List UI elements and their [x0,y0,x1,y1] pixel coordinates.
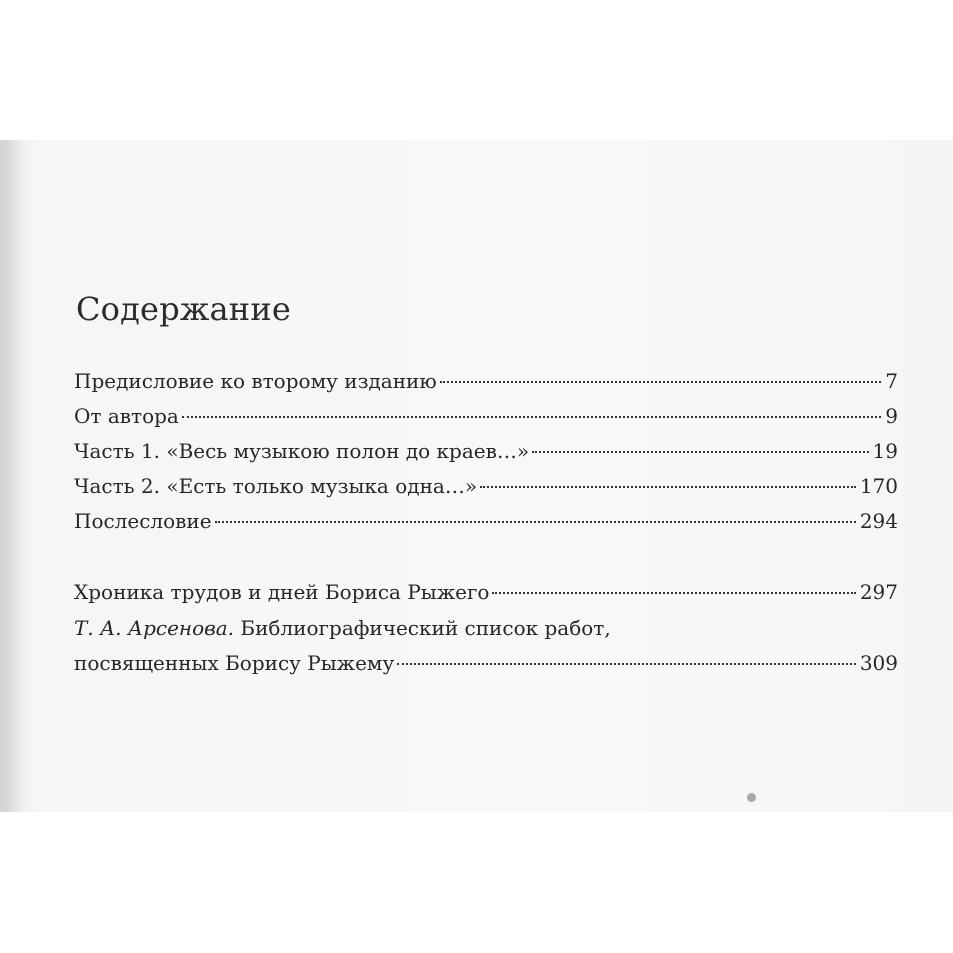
toc-entry-page: 309 [859,651,898,675]
dot-leader [480,486,856,488]
toc-heading: Содержание [76,290,291,328]
toc-entry [74,434,898,469]
toc-entry-page: 9 [885,404,898,428]
bibliography-author: Т. А. Арсенова. [74,616,235,640]
toc-entry-page: 170 [859,474,898,498]
toc-entry [74,469,898,504]
dot-leader [532,451,868,453]
page-gutter-shadow [0,140,22,812]
dot-leader [492,592,855,594]
bibliography-title-line2: посвященных Борису Рыжему [74,651,395,675]
toc-entry-page: 7 [885,369,898,393]
section-gap [74,539,898,575]
toc-entry-page: 19 [872,439,898,463]
dot-leader [397,663,856,665]
book-page [0,140,953,812]
toc-entry-page: 297 [859,580,898,604]
dot-leader [215,521,856,523]
toc-entry-title: Часть 1. «Весь музыкою полон до краев…» [74,439,530,463]
toc-entry-title: От автора [74,404,179,428]
toc-entry-title: Послесловие [74,509,212,533]
paper-speck [747,793,756,802]
toc-entry-page: 294 [859,509,898,533]
toc-entry [74,504,898,539]
toc-entry-title: Предисловие ко второму изданию [74,369,437,393]
toc-entry-chronicle [74,575,898,610]
dot-leader [182,416,881,418]
toc-entry-title: Хроника трудов и дней Бориса Рыжего [74,580,490,604]
toc-entry-title: Часть 2. «Есть только музыка одна…» [74,474,478,498]
table-of-contents [74,364,898,681]
dot-leader [440,381,881,383]
toc-entry [74,364,898,399]
toc-entry-bibliography-line2 [74,646,898,681]
toc-entry-bibliography-line1 [74,610,898,646]
bibliography-title-line1: Библиографический список работ, [240,616,611,640]
toc-entry [74,399,898,434]
